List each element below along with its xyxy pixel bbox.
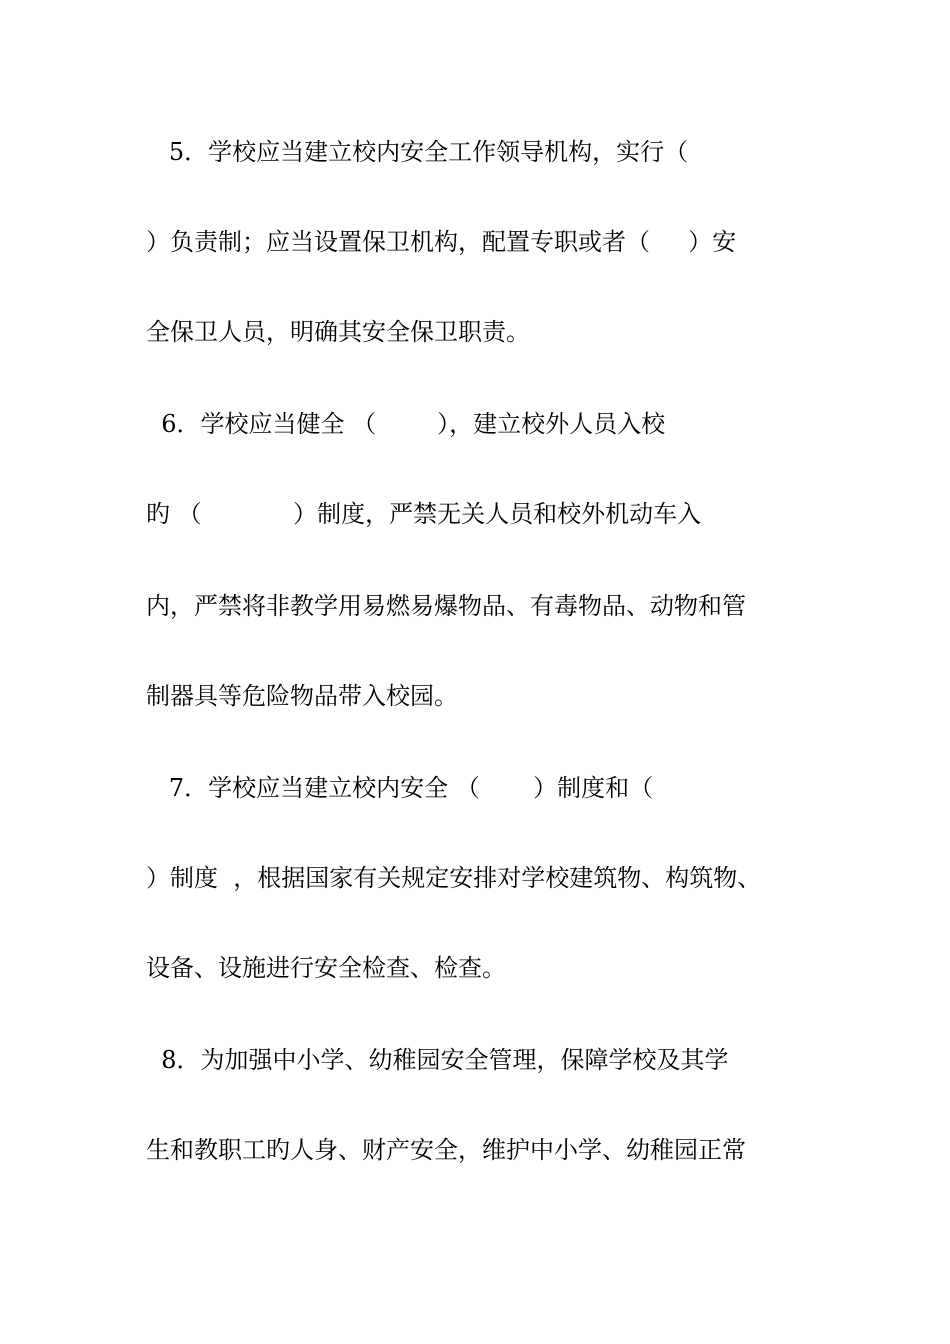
text-line-item8-2: 生和教职工旳人身、财产安全，维护中小学、幼稚园正常 (146, 1136, 746, 1164)
text-line-item5-3: 全保卫人员，明确其安全保卫职责。 (146, 318, 530, 346)
text-line-item6-1: 6．学校应当健全 （ ），建立校外人员入校 (146, 410, 666, 438)
text-line-item5-1: 5．学校应当建立校内安全工作领导机构，实行（ (146, 138, 689, 166)
text-line-item8-1: 8．为加强中小学、幼稚园安全管理，保障学校及其学 (146, 1046, 729, 1074)
text-line-item7-1: 7．学校应当建立校内安全 （ ）制度和（ (146, 774, 654, 802)
text-line-item6-2: 旳 （ ）制度，严禁无关人员和校外机动车入 (146, 500, 702, 528)
text-line-item6-3: 内，严禁将非教学用易燃易爆物品、有毒物品、动物和管 (146, 592, 746, 620)
text-line-item5-2: ）负责制；应当设置保卫机构，配置专职或者（ ）安 (146, 228, 737, 256)
text-line-item7-2: ）制度 ，根据国家有关规定安排对学校建筑物、构筑物、 (146, 864, 762, 892)
text-line-item7-3: 设备、设施进行安全检查、检查。 (146, 954, 506, 982)
text-line-item6-4: 制器具等危险物品带入校园。 (146, 682, 458, 710)
